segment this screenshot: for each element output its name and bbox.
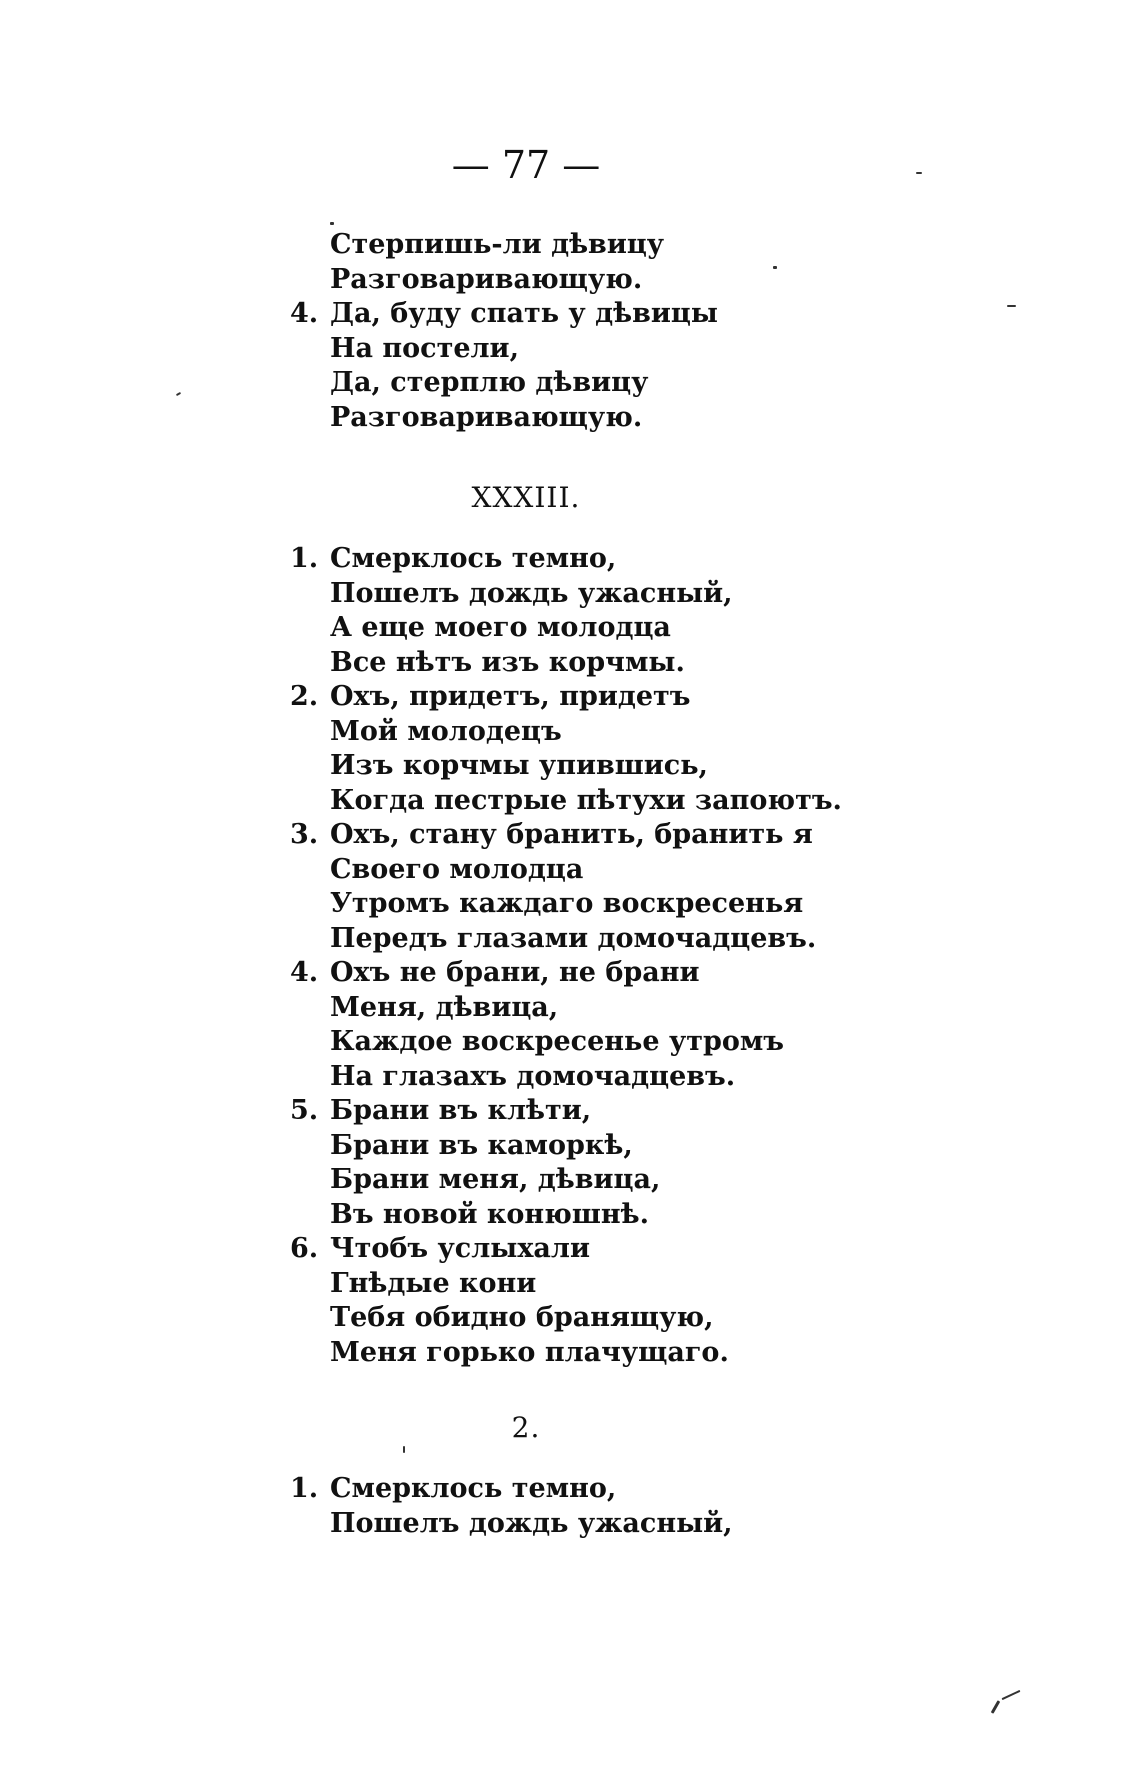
verse-text: Пошелъ дождь ужасный, — [330, 577, 733, 609]
verse-line — [330, 853, 1050, 888]
verse-text: Стерпишь-ли дѣвицу — [330, 229, 665, 260]
verse-text: Брани въ клѣти, — [330, 1095, 592, 1126]
verse-line — [330, 577, 1050, 612]
verse-text: Гнѣдые кони — [330, 1267, 537, 1299]
verse-line — [330, 1336, 1050, 1371]
verse-line — [290, 956, 1050, 991]
verse-text: Смерклось темно, — [330, 1473, 617, 1504]
scan-speck — [330, 222, 334, 225]
verse-text: А еще моего молодца — [330, 612, 671, 643]
verse-text: Изъ корчмы упившись, — [330, 750, 708, 781]
verse-line — [330, 1060, 1050, 1095]
scan-speck — [176, 392, 181, 396]
scan-mark — [1002, 1690, 1021, 1700]
verse-text: Брани въ каморкѣ, — [330, 1129, 633, 1161]
variant-heading: 2. — [511, 1411, 541, 1444]
verse-text: На глазахъ домочадцевъ. — [330, 1060, 736, 1092]
scan-speck — [773, 266, 777, 269]
verse-line — [330, 646, 1050, 681]
verse-text: Мой молодецъ — [330, 715, 562, 747]
variant-block — [290, 1472, 1050, 1541]
verse-line — [330, 922, 1050, 957]
verse-line — [290, 818, 1050, 853]
verse-text: Брани меня, дѣвица, — [330, 1164, 661, 1195]
verse-line — [290, 542, 1050, 577]
verse-line — [330, 1129, 1050, 1164]
verse-number: 1. — [290, 1473, 319, 1504]
verse-line — [330, 784, 1050, 819]
verse-text: Смерклось темно, — [330, 543, 617, 574]
verse-number: 1. — [290, 543, 319, 574]
verse-line — [330, 611, 1050, 646]
page-number: — 77 — — [451, 143, 601, 187]
verse-line — [330, 1507, 1050, 1542]
verse-line — [330, 1198, 1050, 1233]
verse-text: Охъ не брани, не брани — [330, 957, 700, 988]
verse-text: Все нѣтъ изъ корчмы. — [330, 646, 685, 678]
verse-text: Охъ, придетъ, придетъ — [330, 681, 691, 712]
verse-line — [330, 366, 1050, 401]
scan-speck — [403, 1446, 405, 1453]
verse-text: Да, буду спать у дѣвицы — [330, 298, 718, 329]
verse-line — [290, 1094, 1050, 1129]
verse-number: 5. — [290, 1095, 319, 1126]
verse-text: Утромъ каждаго воскресенья — [330, 888, 804, 919]
verse-text: Своего молодца — [330, 853, 584, 885]
verse-text: Охъ, стану бранить, бранить я — [330, 819, 813, 850]
song-block — [290, 542, 1050, 1370]
verse-line — [290, 1232, 1050, 1267]
scan-mark — [991, 1700, 1001, 1714]
verse-text: Передъ глазами домочадцевъ. — [330, 922, 817, 954]
verse-line — [330, 991, 1050, 1026]
verse-text: Пошелъ дождь ужасный, — [330, 1507, 733, 1539]
scan-speck — [916, 172, 922, 174]
verse-text: Чтобъ услыхали — [330, 1233, 590, 1264]
verse-text: На постели, — [330, 332, 519, 364]
verse-line — [330, 1025, 1050, 1060]
continuation-block — [290, 228, 1050, 435]
verse-number: 2. — [290, 681, 319, 712]
verse-text: Каждое воскресенье утромъ — [330, 1026, 785, 1057]
verse-line — [290, 680, 1050, 715]
verse-text: Въ новой конюшнѣ. — [330, 1198, 650, 1230]
scan-speck — [1007, 305, 1016, 307]
verse-line — [330, 401, 1050, 436]
verse-line — [330, 1301, 1050, 1336]
verse-line — [330, 1163, 1050, 1198]
verse-line — [290, 1472, 1050, 1507]
verse-text: Когда пестрые пѣтухи запоютъ. — [330, 784, 842, 816]
verse-line — [330, 1267, 1050, 1302]
verse-text: Разговаривающую. — [330, 263, 643, 295]
verse-text: Меня, дѣвица, — [330, 991, 559, 1023]
verse-text: Меня горько плачущаго. — [330, 1336, 729, 1368]
verse-line — [330, 749, 1050, 784]
verse-line — [330, 715, 1050, 750]
verse-line — [330, 887, 1050, 922]
verse-text: Разговаривающую. — [330, 401, 643, 433]
verse-line — [290, 297, 1050, 332]
section-heading: XXXIII. — [471, 481, 581, 514]
verse-line — [330, 332, 1050, 367]
verse-number: 4. — [290, 298, 319, 329]
verse-line — [330, 228, 1050, 263]
verse-text: Тебя обидно бранящую, — [330, 1302, 714, 1333]
verse-number: 6. — [290, 1233, 319, 1264]
verse-number: 3. — [290, 819, 319, 850]
verse-text: Да, стерплю дѣвицу — [330, 367, 649, 398]
verse-number: 4. — [290, 957, 319, 988]
verse-line — [330, 263, 1050, 298]
